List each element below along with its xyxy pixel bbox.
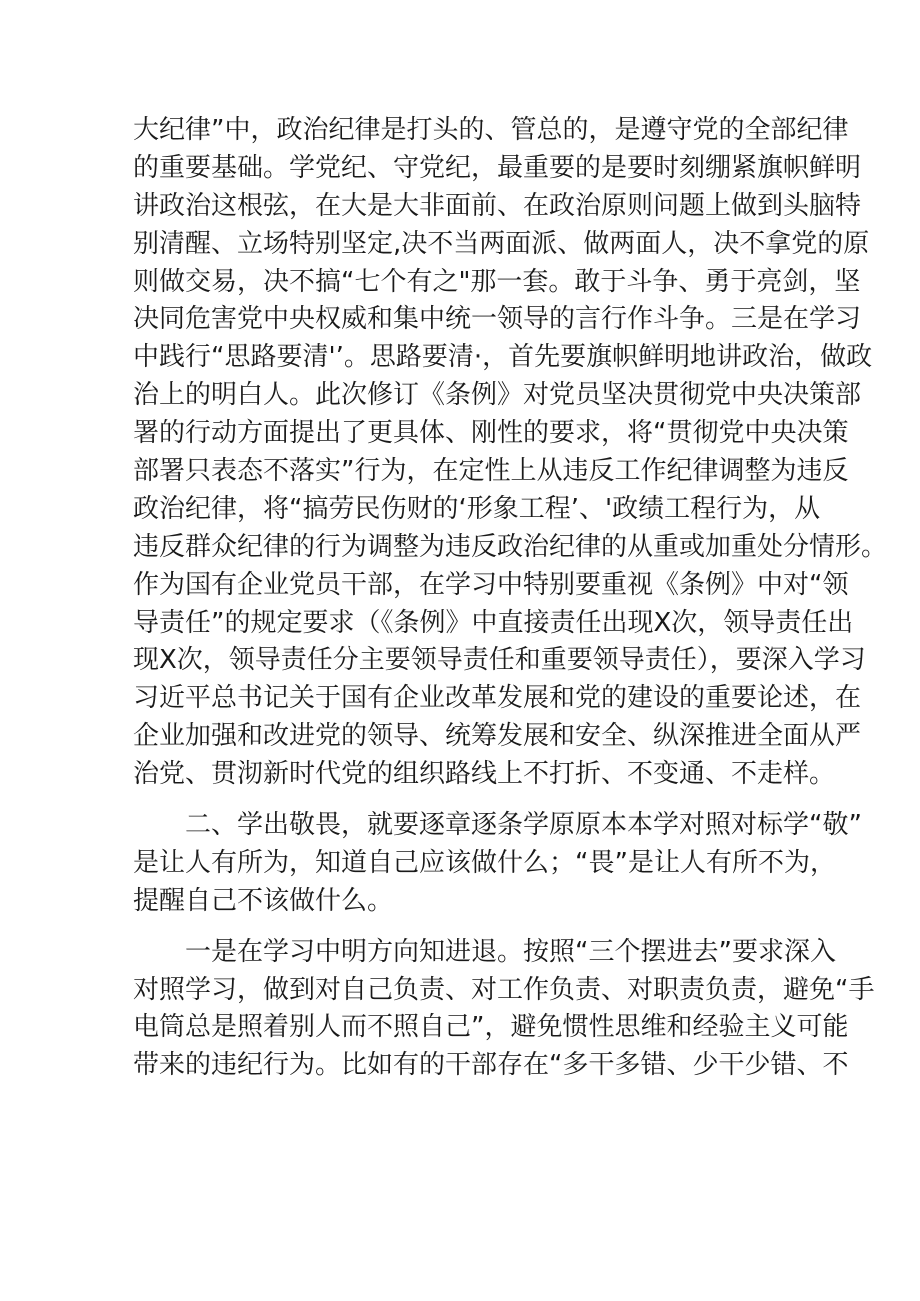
- text-line: 部署只表态不落实”行为，在定性上从违反工作纪律调整为违反: [133, 456, 849, 487]
- text-line: 是让人有所为，知道自己应该做什么；“畏”是让人有所不为，: [133, 847, 836, 878]
- text-line: 作为国有企业党员干部，在学习中特别要重视《条例》中对“领: [133, 569, 849, 600]
- text-line: 决同危害党中央权威和集中统一领导的言行作斗争。三是在学习: [133, 304, 862, 335]
- text-line: 习近平总书记关于国有企业改革发展和党的建设的重要论述，在: [133, 683, 862, 714]
- paragraph-3: [133, 934, 875, 1086]
- text-line: 别清醒、立场特别坚定,决不当两面派、做两面人，决不拿党的原: [133, 228, 870, 259]
- text-line: 导责任”的规定要求（《条例》中直接责任出现X次，领导责任出: [133, 607, 854, 638]
- text-line: 电筒总是照着别人而不照自己”，避免惯性思维和经验主义可能: [133, 1012, 849, 1043]
- text-line: 的重要基础。学党纪、守党纪，最重要的是要时刻绷紧旗帜鲜明: [133, 152, 862, 183]
- text-line: 企业加强和改进党的领导、统筹发展和安全、纵深推进全面从严: [133, 721, 862, 752]
- text-line: 现X次，领导责任分主要领导责任和重要领导责任），要深入学习: [133, 645, 866, 676]
- document-body: [133, 112, 888, 1085]
- text-line: 治上的明白人。此次修订《条例》对党员坚决贯彻党中央决策部: [133, 380, 862, 411]
- text-line: 大纪律”中，政治纪律是打头的、管总的，是遵守党的全部纪律: [133, 115, 849, 145]
- text-line: 中践行“思路要清'’。思路要清·，首先要旗帜鲜明地讲政治，做政: [133, 342, 873, 373]
- text-line: 提醒自己不该做什么。: [133, 885, 394, 916]
- paragraph-2: [133, 807, 862, 921]
- text-line: 政治纪律，将“搞劳民伤财的‘形象工程’、'政绩工程行为，从: [133, 493, 821, 524]
- text-line: 则做交易，决不搞“七个有之"那一套。敢于斗争、勇于亮剑，坚: [133, 266, 861, 297]
- text-line: 对照学习，做到对自己负责、对工作负责、对职责负责，避免“手: [133, 974, 875, 1005]
- text-line: 二、学出敬畏，就要逐章逐条学原原本本学对照对标学“敬”: [185, 810, 862, 841]
- text-line: 讲政治这根弦，在大是大非面前、在政治原则问题上做到头脑特: [133, 190, 862, 221]
- paragraph-1: [133, 112, 888, 794]
- text-line: 带来的违纪行为。比如有的干部存在“多干多错、少干少错、不: [133, 1050, 849, 1081]
- text-line: 违反群众纪律的行为调整为违反政治纪律的从重或加重处分情形。: [133, 531, 888, 562]
- text-line: 署的行动方面提出了更具体、刚性的要求，将“贯彻党中央决策: [133, 418, 849, 449]
- text-line: 一是在学习中明方向知进退。按照“三个摆进去”要求深入: [185, 936, 836, 967]
- text-line: 治党、贯沏新时代党的组织路线上不打折、不变通、不走样。: [133, 759, 836, 790]
